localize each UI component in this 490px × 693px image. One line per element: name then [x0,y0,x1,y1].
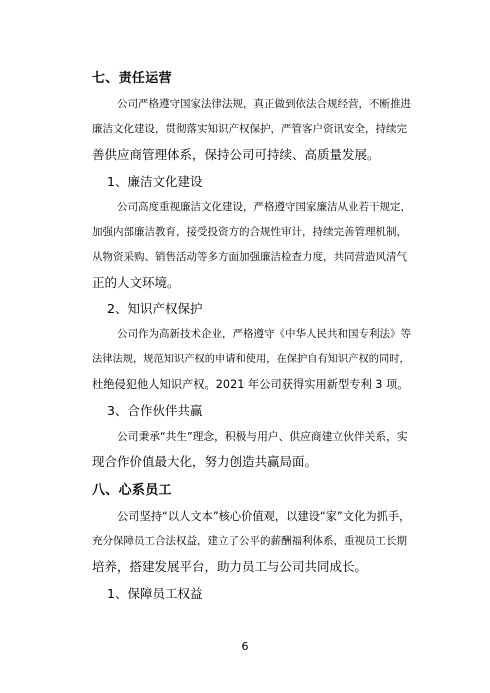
subsection-partners-heading: 3、合作伙伴共赢 [107,403,203,418]
subsection-ip-body [92,322,412,397]
paragraph-line: 从物资采购、销售活动等多方面加强廉洁检查力度，共同营造风清气 [92,251,407,263]
paragraph-line: 公司作为高新技术企业，严格遵守《中华人民共和国专利法》等 [117,328,411,340]
subsection-partners-body [92,424,412,474]
paragraph-line: 公司严格遵守国家法律法规，真正做到依法合规经营，不断推进 [117,98,411,110]
paragraph-line: 廉洁文化建设，贯彻落实知识产权保护，严管客户资讯安全，持续完 [92,123,407,135]
section-7-intro [92,92,412,167]
subsection-ip-heading: 2、知识产权保护 [107,301,203,316]
paragraph-line: 善供应商管理体系，保持公司可持续、高质量发展。 [92,147,380,162]
paragraph-line: 正的人文环境。 [92,275,180,290]
paragraph-line: 公司秉承“共生”理念，积极与用户、供应商建立伙伴关系，实 [117,430,408,443]
page-number: 6 [241,640,249,653]
paragraph-line: 法律法规，规范知识产权的申请和使用，在保护自有知识产权的同时， [92,353,410,365]
section-8-heading: 八、心系员工 [92,483,172,498]
paragraph-line: 公司坚持“以人文本”核心价值观，以建设“家”文化为抓手， [117,510,411,523]
section-7-heading: 七、责任运营 [92,71,172,86]
paragraph-line: 充分保障员工合法权益，建立了公平的薪酬福利体系，重视员工长期 [92,535,407,547]
subsection-employee-rights-heading: 1、保障员工权益 [107,586,203,601]
paragraph-line: 加强内部廉洁教育，接受投资方的合规性审计，持续完善管理机制， [92,226,407,238]
section-8-intro [92,504,412,579]
paragraph-line: 培养，搭建发展平台，助力员工与公司共同成长。 [92,559,368,574]
paragraph-line: 现合作价值最大化，努力创造共赢局面。 [92,454,318,469]
paragraph-line: 杜绝侵犯他人知识产权。2021 年公司获得实用新型专利 3 项。 [92,378,409,391]
paragraph-line: 公司高度重视廉洁文化建设，严格遵守国家廉洁从业若干规定， [117,201,411,213]
subsection-integrity-heading: 1、廉洁文化建设 [107,174,203,189]
subsection-integrity-body [92,195,412,295]
